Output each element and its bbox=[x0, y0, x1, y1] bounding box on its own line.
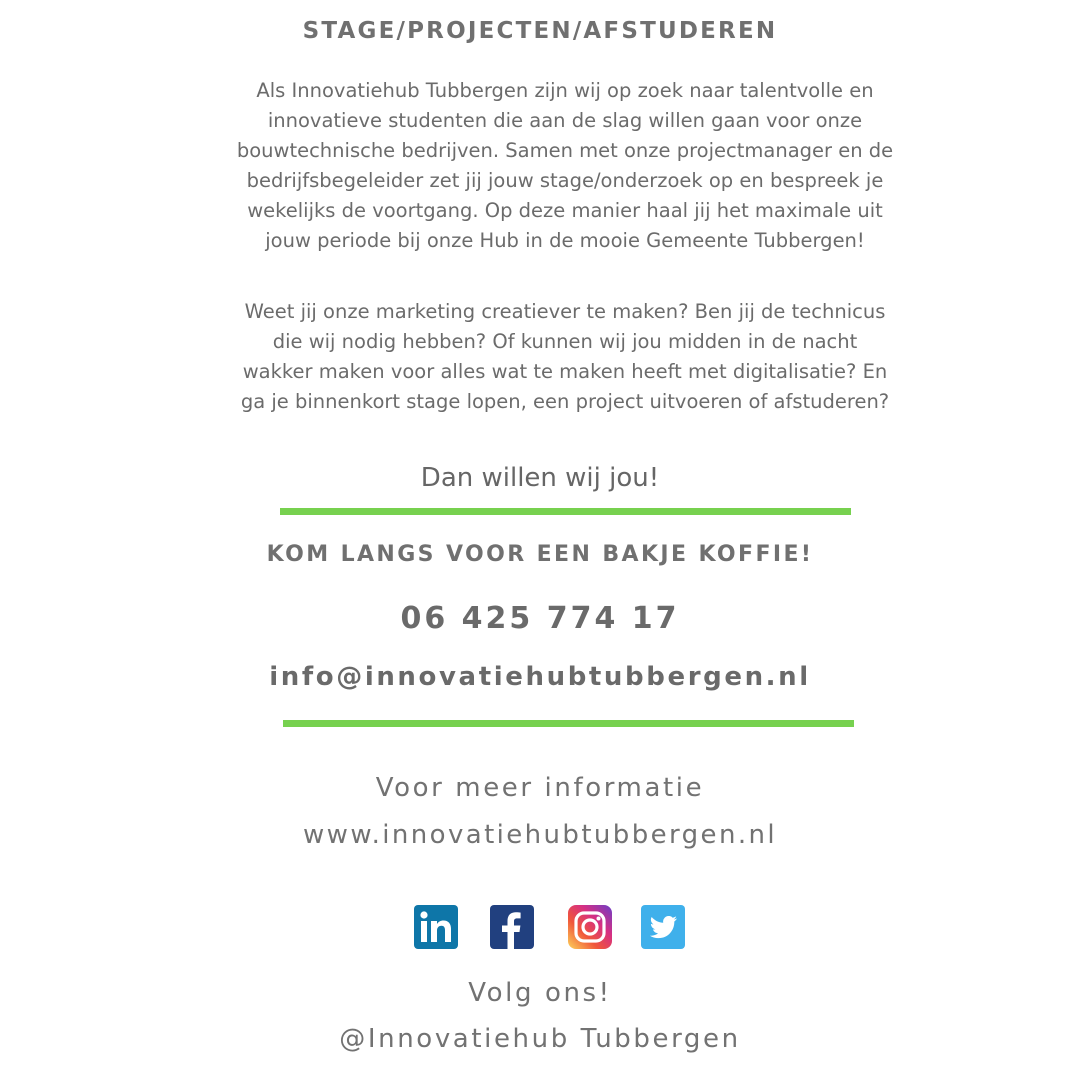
call-to-action: Dan willen wij jou! bbox=[420, 463, 660, 493]
page-title: STAGE/PROJECTEN/AFSTUDEREN bbox=[302, 18, 778, 44]
social-icons bbox=[414, 905, 694, 949]
intro-paragraph-2: Weet jij onze marketing creatiever te maken? Ben jij de technicus die wij nodig hebben? Of kunnen wij jou midden in de nacht wakker maken voor alles wat te maken heeft met digitalisatie? En ga je binnenkort stage lopen, een project uitvoeren of afstuderen? bbox=[240, 300, 890, 413]
facebook-icon[interactable] bbox=[490, 905, 534, 949]
email-link[interactable]: info@innovatiehubtubbergen.nl bbox=[269, 662, 811, 692]
follow-label: Volg ons! bbox=[468, 978, 612, 1008]
more-info-label: Voor meer informatie bbox=[375, 773, 705, 803]
divider-bottom bbox=[283, 720, 854, 727]
contact-heading: KOM LANGS VOOR EEN BAKJE KOFFIE! bbox=[266, 542, 814, 567]
website-link[interactable]: www.innovatiehubtubbergen.nl bbox=[302, 820, 777, 850]
linkedin-icon[interactable] bbox=[414, 905, 458, 949]
instagram-icon[interactable] bbox=[568, 905, 612, 949]
social-handle[interactable]: @Innovatiehub Tubbergen bbox=[339, 1024, 741, 1054]
divider-top bbox=[280, 508, 851, 515]
intro-paragraph-1: Als Innovatiehub Tubbergen zijn wij op zoek naar talentvolle en innovatieve studenten die aan de slag willen gaan voor onze bouwtechnische bedrijven. Samen met onze projectmanager en de bedrijfsbegeleider zet jij jouw stage/onderzoek op en bespreek je wekelijks de voortgang. Op deze manier haal jij het maximale uit jouw periode bij onze Hub in de mooie Gemeente Tubbergen! bbox=[236, 79, 894, 252]
twitter-icon[interactable] bbox=[641, 905, 685, 949]
phone-number[interactable]: 06 425 774 17 bbox=[400, 601, 680, 636]
